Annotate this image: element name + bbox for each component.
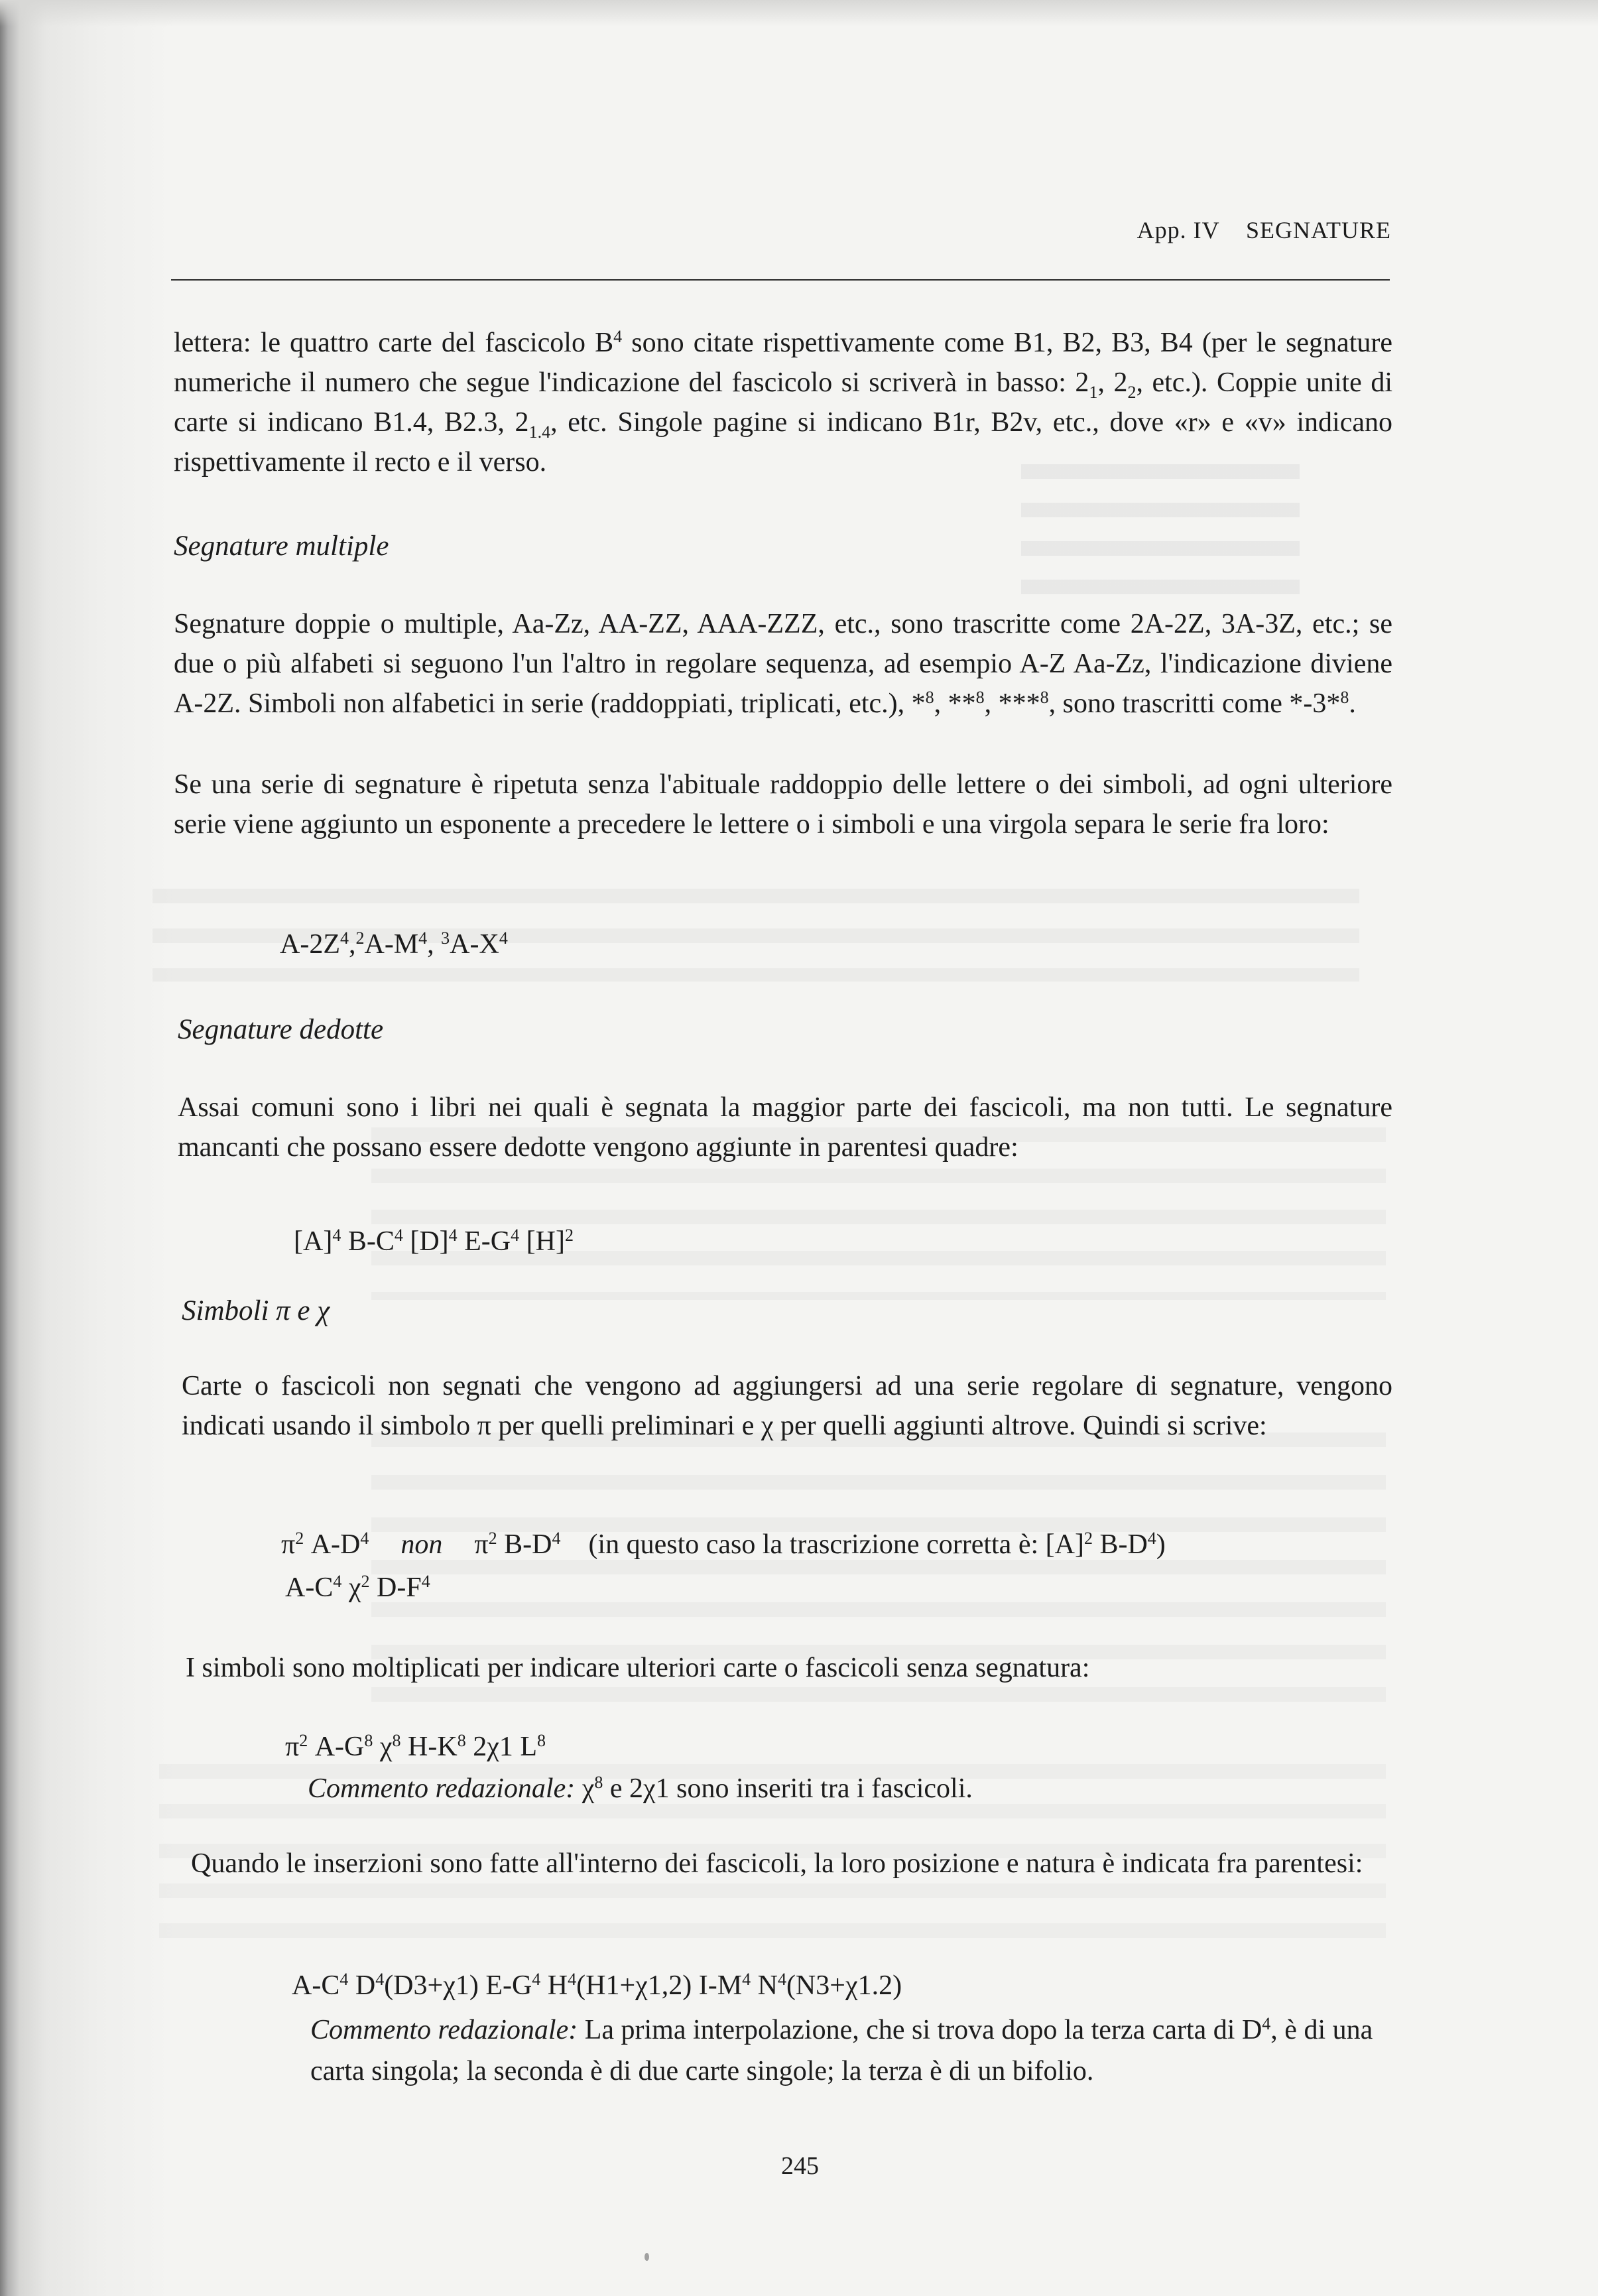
formula-part: (N3+χ1.2) <box>786 1970 902 2001</box>
superscript: 4 <box>333 1572 342 1591</box>
subscript: 1 <box>1089 383 1098 402</box>
superscript: 8 <box>457 1731 466 1750</box>
formula-part: ) <box>1156 1529 1166 1560</box>
section-heading-simboli: Simboli π e χ <box>182 1295 330 1326</box>
superscript: 2 <box>355 928 365 948</box>
superscript: 4 <box>1147 1529 1156 1548</box>
paragraph-moltiplicati: I simboli sono moltiplicati per indicare ulteriori carte o fascicoli senza segnatura: <box>186 1653 1090 1683</box>
superscript: 8 <box>1040 688 1049 707</box>
page-number: 245 <box>781 2152 819 2180</box>
section-heading-dedotte: Segnature dedotte <box>178 1014 384 1045</box>
superscript: 4 <box>499 928 508 948</box>
text-run: lettera: le quattro carte del fascicolo B <box>174 328 614 358</box>
paragraph-dedotte: Assai comuni sono i libri nei quali è segnata la maggior parte dei fascicoli, ma non tutti. Le segnature mancanti che possano essere dedotte vengono aggiunte in parentesi quadre: <box>178 1092 1392 1163</box>
comment-text: e 2χ1 sono inseriti tra i fascicoli. <box>603 1773 973 1804</box>
formula-chi <box>285 1572 430 1604</box>
formula-part: χ <box>341 1572 361 1603</box>
superscript: 4 <box>742 1970 751 1989</box>
superscript: 2 <box>1083 1529 1093 1548</box>
subscript: 1.4 <box>528 422 551 442</box>
superscript: 2 <box>488 1529 497 1548</box>
superscript: 4 <box>532 1970 541 1989</box>
comment-label: Commento redazionale: <box>310 2015 578 2045</box>
formula-part: A-C <box>285 1572 334 1603</box>
superscript: 8 <box>364 1731 373 1750</box>
formula-part: π <box>281 1529 296 1560</box>
formula-part: [H] <box>519 1226 565 1257</box>
formula-part: , <box>427 929 442 960</box>
superscript: 8 <box>392 1731 401 1750</box>
superscript: 4 <box>360 1529 369 1548</box>
formula-non: non <box>400 1529 443 1560</box>
formula-part: π <box>474 1529 489 1560</box>
formula-part: N <box>751 1970 778 2001</box>
text-run: , sono trascritti come *-3* <box>1048 688 1341 719</box>
formula-part: D <box>348 1970 376 2001</box>
paragraph-intro <box>174 323 1392 482</box>
editorial-comment-1 <box>308 1773 973 1805</box>
formula-part: B-C <box>341 1226 395 1257</box>
superscript: 3 <box>441 928 450 948</box>
text-run: . <box>1349 688 1356 719</box>
paper-speck <box>645 2253 649 2261</box>
superscript: 4 <box>339 928 349 948</box>
superscript: 8 <box>1340 688 1349 707</box>
formula-part: 2χ1 L <box>465 1732 537 1762</box>
formula-part: , <box>348 929 356 960</box>
running-header: App. IV SEGNATURE <box>1137 217 1391 243</box>
text-run: , 2 <box>1097 367 1128 398</box>
formula-part: E-G <box>457 1226 511 1257</box>
formula-insertions <box>292 1970 902 2002</box>
text-run: , etc.). Coppie unite di carte si indicano B1.4, B2.3, 2 <box>174 367 1392 438</box>
formula-part: A-G <box>308 1732 365 1762</box>
formula-part: [D] <box>402 1226 449 1257</box>
formula-part: B-D <box>497 1529 552 1560</box>
formula-part: B-D <box>1092 1529 1148 1560</box>
comment-text: La prima interpolazione, che si trova dopo la terza carta di D <box>578 2015 1262 2045</box>
superscript: 2 <box>564 1226 574 1245</box>
superscript: 4 <box>1262 2014 1271 2033</box>
superscript: 2 <box>299 1731 308 1750</box>
superscript: 4 <box>421 1572 430 1591</box>
formula-part: χ <box>373 1732 393 1762</box>
bleed-through-block <box>1021 464 1300 610</box>
superscript: 2 <box>361 1572 370 1591</box>
formula-part: (in questo caso la trascrizione corretta è: [A] <box>588 1529 1084 1560</box>
text-run: , *** <box>984 688 1040 719</box>
paragraph-simboli: Carte o fascicoli non segnati che vengono ad aggiungersi ad una serie regolare di segnature, vengono indicati usando il simbolo π per quelli preliminari e χ per quelli aggiunti altrove. Quindi si scrive: <box>182 1371 1392 1441</box>
formula-part: D-F <box>369 1572 422 1603</box>
superscript: 4 <box>568 1970 577 1989</box>
paragraph-inserzioni: Quando le inserzioni sono fatte all'interno dei fascicoli, la loro posizione e natura è indicata fra parentesi: <box>191 1848 1363 1879</box>
page-top-shadow <box>0 0 1598 27</box>
text-run: sono citate rispettivamente come B1, B2, B3, B4 (per le segnature numeriche il numero che segue l'indicazione del fascicolo si scriverà in basso: 2 <box>174 328 1392 398</box>
formula-part: (H1+χ1,2) I-M <box>576 1970 743 2001</box>
formula-deduced <box>280 1194 574 1257</box>
comment-label: Commento redazionale: <box>308 1773 576 1804</box>
editorial-comment-2 <box>310 2009 1398 2092</box>
formula-part: A-M <box>364 929 419 960</box>
formula-part: π <box>285 1732 300 1762</box>
superscript: 4 <box>448 1226 458 1245</box>
superscript: 4 <box>375 1970 385 1989</box>
formula-series <box>280 928 508 960</box>
formula-part: χ <box>575 1773 595 1804</box>
superscript: 8 <box>536 1731 546 1750</box>
superscript: 4 <box>394 1226 403 1245</box>
formula-multiplied <box>285 1731 546 1763</box>
superscript: 8 <box>925 688 934 707</box>
superscript: 4 <box>332 1226 341 1245</box>
formula-part: H <box>540 1970 568 2001</box>
formula-part: A-X <box>450 929 499 960</box>
text-run: Segnature doppie o multiple, Aa-Zz, AA-ZZ, AAA-ZZZ, etc., sono trascritte come 2A-2Z, 3A-3Z, etc.; se due o più alfabeti si seguono l'un l'altro in regolare sequenza, ad esempio A-Z Aa-Zz, l'indicazione diviene A-2Z. Simboli non alfabetici in serie (raddoppiati, triplicati, etc.), * <box>174 609 1392 719</box>
comment-text: , è di una carta singola; la seconda è di due carte singole; la terza è di un bifolio. <box>310 2015 1373 2086</box>
header-rule <box>171 279 1390 281</box>
superscript: 4 <box>552 1529 561 1548</box>
subscript: 2 <box>1127 383 1137 402</box>
formula-part: A-D <box>304 1529 361 1560</box>
formula-part: (D3+χ1) E-G <box>384 1970 532 2001</box>
formula-part: H-K <box>400 1732 458 1762</box>
formula-pi <box>281 1529 1166 1561</box>
paragraph-repeated-series: Se una serie di segnature è ripetuta senza l'abituale raddoppio delle lettere o dei simboli, ad ogni ulteriore serie viene aggiunto un esponente a precedere le lettere o i simboli e una virgola separa le serie fra loro: <box>174 769 1392 840</box>
superscript: 8 <box>594 1773 603 1792</box>
text-run: , ** <box>934 688 976 719</box>
section-heading-multiple: Segnature multiple <box>174 531 389 562</box>
superscript: 4 <box>418 928 428 948</box>
formula-part: A-2Z <box>280 929 340 960</box>
superscript: 4 <box>339 1970 349 1989</box>
superscript: 4 <box>613 327 623 346</box>
superscript: 2 <box>295 1529 304 1548</box>
superscript: 4 <box>777 1970 786 1989</box>
superscript: 8 <box>975 688 985 707</box>
formula-part: A-C <box>292 1970 340 2001</box>
formula-part: [A] <box>294 1226 333 1257</box>
paragraph-multiple <box>174 604 1392 724</box>
text-run: , etc. Singole pagine si indicano B1r, B2v, etc., dove «r» e «v» indicano rispettivamente il recto e il verso. <box>174 407 1392 478</box>
superscript: 4 <box>511 1226 520 1245</box>
